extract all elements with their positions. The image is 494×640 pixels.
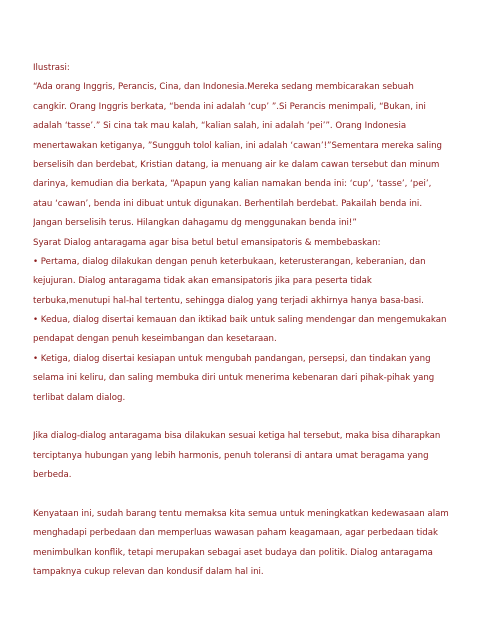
- story-line: menertawakan ketiganya, ”Sungguh tolol kalian, ini adalah ‘cawan’!”Sementara mereka saling: [33, 140, 443, 151]
- conclusion-line: berbeda.: [33, 470, 72, 481]
- document-body: [33, 59, 463, 583]
- conclusion-line: Jika dialog-dialog antaragama bisa dilakukan sesuai ketiga hal tersebut, maka bisa diharapkan: [33, 431, 441, 442]
- story-line: darinya, kemudian dia berkata, “Apapun yang kalian namakan benda ini: ‘cup’, ‘tasse’, ‘pei’,: [33, 179, 432, 190]
- conclusion-paragraph: [33, 427, 463, 485]
- syarat-line: selama ini keliru, dan saling membuka diri untuk menerima kebenaran dari pihak-pihak yang: [33, 373, 435, 384]
- syarat-line: terbuka,menutupi hal-hal tertentu, sehingga dialog yang terjadi akhirnya hanya basa-basi.: [33, 295, 424, 306]
- closing-line: menghadapi perbedaan dan memperluas wawasan paham keagamaan, agar perbedaan tidak: [33, 528, 438, 539]
- story-line: adalah ‘tasse’.” Si cina tak mau kalah, “kalian salah, ini adalah ‘pei’”. Orang Indonesia: [33, 121, 407, 132]
- paragraph-spacer: [33, 486, 463, 505]
- syarat-line: terlibat dalam dialog.: [33, 392, 126, 403]
- closing-line: tampaknya cukup relevan dan kondusif dalam hal ini.: [33, 567, 264, 578]
- syarat-heading: Syarat Dialog antaragama agar bisa betul betul emansipatoris & membebaskan:: [33, 237, 381, 248]
- syarat-line: • Pertama, dialog dilakukan dengan penuh keterbukaan, keterusterangan, keberanian, dan: [33, 256, 426, 267]
- story-line: cangkir. Orang Inggris berkata, “benda ini adalah ‘cup’ ”.Si Perancis menimpali, “Bukan, ini: [33, 101, 426, 112]
- closing-paragraph: [33, 505, 463, 583]
- closing-line: Kenyataan ini, sudah barang tentu memaksa kita semua untuk meningkatkan kedewasaan alam: [33, 508, 449, 519]
- story-paragraph: [33, 78, 463, 233]
- syarat-list: [33, 253, 463, 408]
- syarat-line: pendapat dengan penuh keseimbangan dan kesetaraan.: [33, 334, 277, 345]
- story-line: Jangan berselisih terus. Hilangkan dahagamu dg menggunakan benda ini!”: [33, 218, 357, 229]
- illustration-heading: Ilustrasi:: [33, 63, 70, 73]
- syarat-line: • Kedua, dialog disertai kemauan dan iktikad baik untuk saling mendengar dan mengemukakan: [33, 315, 447, 326]
- conclusion-line: terciptanya hubungan yang lebih harmonis, penuh toleransi di antara umat beragama yang: [33, 450, 429, 461]
- syarat-line: • Ketiga, dialog disertai kesiapan untuk mengubah pandangan, persepsi, dan tindakan yang: [33, 353, 431, 364]
- story-line: atau ‘cawan’, benda ini dibuat untuk digunakan. Berhentilah berdebat. Pakailah benda ini.: [33, 198, 423, 209]
- closing-line: menimbulkan konflik, tetapi merupakan sebagai aset budaya dan politik. Dialog antaragama: [33, 547, 433, 558]
- story-line: berselisih dan berdebat, Kristian datang, ia menuang air ke dalam cawan tersebut dan minum: [33, 159, 440, 170]
- paragraph-spacer: [33, 408, 463, 427]
- syarat-line: kejujuran. Dialog antaragama tidak akan emansipatoris jika para peserta tidak: [33, 276, 372, 287]
- story-line: “Ada orang Inggris, Perancis, Cina, dan Indonesia.Mereka sedang membicarakan sebuah: [33, 82, 414, 93]
